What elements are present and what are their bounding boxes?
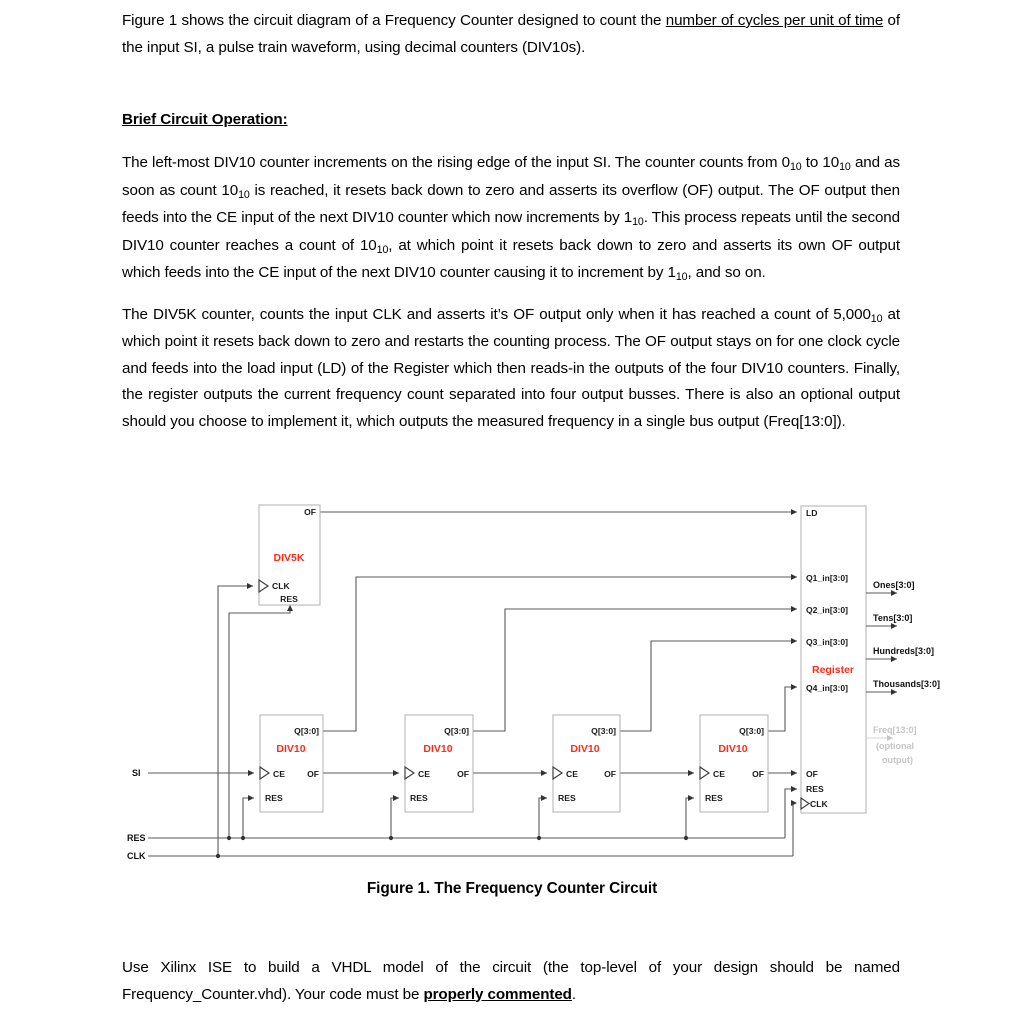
output-freq-optional [866,725,917,765]
div10-3-label: DIV10 [570,743,600,755]
wire-q4-bus [768,687,797,731]
div10-4-pin-ce: CE [713,769,725,779]
div10-3-pin-res: RES [558,793,576,803]
output-label-freq: Freq[13:0] [873,725,917,735]
div10-1-pin-res: RES [265,793,283,803]
spacer [122,128,900,150]
output-label-freq-optional-2: output) [882,755,913,765]
p1-s5: . This process repeats until the second DIV10 counter reaches a count of 10 [122,209,900,254]
register-pin-q4-in: Q4_in[3:0] [806,683,849,693]
input-label-res: RES [127,833,146,843]
output-label-tens: Tens[3:0] [873,613,913,623]
block-div10-2[interactable] [405,715,473,812]
div10-2-pin-q: Q[3:0] [444,726,469,736]
p2-sub1: 10 [870,312,883,325]
register-label: Register [811,664,855,676]
arrowhead-tens [891,623,897,629]
arrowhead-register-of [791,770,797,776]
document-body [122,0,900,449]
wire-q2-bus [473,609,797,731]
closing-paragraph [122,955,900,1008]
p1-sub2: 10 [839,161,851,173]
output-label-freq-optional-1: (optional [876,741,914,751]
wire-res-to-div10-2 [391,798,399,838]
div10-4-label: DIV10 [718,743,748,755]
operation-paragraph-2 [122,302,900,436]
div10-1-label: DIV10 [276,743,306,755]
junction-dot [389,836,393,840]
intro-text-post: of the input SI, a pulse train waveform, using decimal counters (DIV10s). [122,12,900,56]
arrowhead-register-clk [791,800,797,806]
arrowhead-div10-1-res [248,795,254,801]
figure-caption: Figure 1. The Frequency Counter Circuit [366,880,658,897]
output-tens [866,613,912,629]
arrowhead-q1-in [791,574,797,580]
p1-sub4: 10 [632,216,644,228]
p1-s6: , at which point it resets back down to zero and asserts its own OF output which feeds into the CE input of the next DIV10 counter causing it to increment by 1 [122,236,900,281]
p1-s4: is reached, it resets back down to zero and asserts its overflow (OF) output. The OF output then feeds into the CE input of the next DIV10 counter which now increments by 1 [122,181,900,226]
wire-res-to-div10-3 [539,798,547,838]
div10-2-pin-ce: CE [418,769,430,779]
register-pin-of: OF [806,769,818,779]
p2-s1: The DIV5K counter, counts the input CLK and asserts it’s OF output only when it has reached a count of 5,000 [122,305,871,323]
arrowhead-div10-2-ce [393,770,399,776]
div10-3-pin-q: Q[3:0] [591,726,616,736]
div5k-pin-clk: CLK [272,581,290,591]
p1-sub3: 10 [238,188,250,201]
arrowhead-div10-3-res [541,795,547,801]
block-div10-3[interactable] [553,715,620,812]
div5k-label: DIV5K [273,552,305,564]
register-pin-clk: CLK [810,799,828,809]
div10-4-pin-q: Q[3:0] [739,726,764,736]
wire-clk-to-div5k-clk [218,586,253,856]
p1-s2: to 10 [801,154,840,171]
register-body [801,506,866,813]
block-div10-1[interactable] [260,715,323,812]
operation-paragraph-1 [122,150,900,288]
div10-2-pin-of: OF [457,769,469,779]
intro-paragraph [122,8,900,61]
arrowhead-div10-4-ce [688,770,694,776]
block-register[interactable] [801,506,866,813]
circuit-svg [0,490,1024,875]
register-pin-q1-in: Q1_in[3:0] [806,573,849,583]
arrowhead-div10-3-ce [541,770,547,776]
arrowhead-ld [791,509,797,515]
div10-1-pin-of: OF [307,769,319,779]
div5k-pin-res: RES [280,594,298,604]
wire-res-to-register [785,789,797,838]
div10-4-pin-res: RES [705,793,723,803]
arrowhead-div10-1-ce [248,770,254,776]
wire-clk-to-register [792,803,793,856]
block-div10-4[interactable] [700,715,768,812]
arrowhead-q4-in [791,684,797,690]
output-label-thousands: Thousands[3:0] [873,679,941,689]
closing-pre: Use Xilinx ISE to build a VHDL model of the circuit (the top-level of your design should be named Frequency_Counter.vhd). Your code must be [122,959,900,1003]
output-label-hundreds: Hundreds[3:0] [873,646,935,656]
div10-2-label: DIV10 [423,743,453,755]
wire-q1-bus [323,577,797,731]
figure-circuit-diagram [0,490,1024,875]
p1-sub6: 10 [675,271,688,283]
closing-underlined: properly commented [423,985,572,1003]
arrowhead-q2-in [791,606,797,612]
arrowhead-div10-2-res [393,795,399,801]
div10-3-pin-of: OF [604,769,616,779]
output-hundreds [866,646,934,662]
intro-text-pre: Figure 1 shows the circuit diagram of a Frequency Counter designed to count the [122,12,666,29]
intro-text-underlined: number of cycles per unit of time [665,12,884,29]
arrowhead-q3-in [791,638,797,644]
output-thousands [866,679,940,695]
output-label-ones: Ones[3:0] [873,580,915,590]
div10-3-pin-ce: CE [566,769,578,779]
arrowhead-thousands [891,689,897,695]
junction-dot [684,836,688,840]
arrowhead-div5k-clk [247,583,253,589]
wire-res-to-div10-4 [686,798,694,838]
input-label-clk: CLK [127,851,146,861]
junction-dot [537,836,541,840]
output-ones [866,580,915,596]
register-pin-res: RES [806,784,824,794]
spacer [122,75,900,111]
wire-res-to-div10-1 [243,798,254,838]
section-heading: Brief Circuit Operation: [122,111,288,128]
p1-sub1: 10 [789,161,802,173]
p1-s3: and as soon as count 10 [122,154,901,199]
div10-1-pin-ce: CE [273,769,285,779]
arrowhead-hundreds [891,656,897,662]
div10-1-pin-q: Q[3:0] [294,726,319,736]
input-label-si: SI [132,768,141,778]
arrowhead-register-res [791,786,797,792]
arrowhead-div10-4-res [688,795,694,801]
arrowhead-div5k-res [287,605,293,611]
junction-dot [227,836,231,840]
div10-2-pin-res: RES [410,793,428,803]
register-pin-q3-in: Q3_in[3:0] [806,637,849,647]
block-div5k[interactable] [259,505,320,605]
arrowhead-ones [891,590,897,596]
register-pin-ld: LD [806,508,818,518]
p2-s2: at which point it resets back down to zero and restarts the counting process. The OF output stays on for one clock cycle and feeds into the load input (LD) of the Register which then reads-in the outputs of the four DIV10 counters. Finally, the register outputs the current frequency count separated into four output busses. There is also an optional output should you choose to implement it, which outputs the measured frequency in a single bus output (Freq[13:0]). [122,305,900,430]
p1-sub5: 10 [376,243,389,256]
closing-post: . [571,985,576,1003]
closing-section [122,955,900,1022]
div10-4-pin-of: OF [752,769,764,779]
register-pin-q2-in: Q2_in[3:0] [806,605,849,615]
junction-dot [216,854,220,858]
p1-s1: The left-most DIV10 counter increments on the rising edge of the input SI. The counter counts from 0 [122,154,790,171]
junction-dot [241,836,245,840]
p1-s7: , and so on. [687,264,766,281]
div5k-pin-of: OF [304,507,316,517]
